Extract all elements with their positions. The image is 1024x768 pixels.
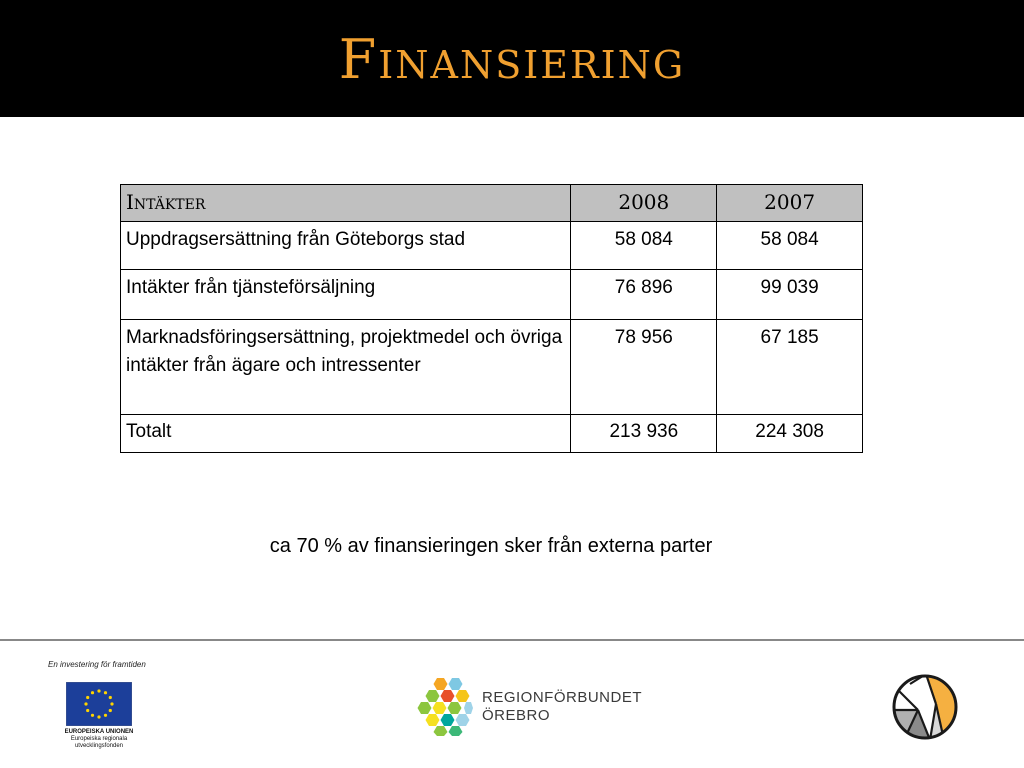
column-header-income: Intäkter bbox=[121, 185, 571, 222]
regionforbundet-logo-icon bbox=[412, 676, 474, 736]
eu-name-line1: EUROPEISKA UNIONEN bbox=[64, 729, 134, 735]
value-2008: 78 956 bbox=[571, 320, 717, 415]
eu-flag-icon bbox=[66, 682, 132, 726]
eu-name-line2: Europeiska regionala bbox=[70, 736, 128, 742]
table-row bbox=[121, 222, 863, 270]
column-header-2008: 2008 bbox=[571, 185, 717, 222]
value-2007: 224 308 bbox=[717, 415, 863, 453]
regionforbundet-line2: ÖREBRO bbox=[482, 707, 551, 724]
financing-note: ca 70 % av finansieringen sker från externa parter bbox=[269, 535, 713, 557]
footer-divider bbox=[0, 639, 1024, 641]
financing-table bbox=[120, 184, 863, 453]
value-2008: 213 936 bbox=[571, 415, 717, 453]
row-label: Totalt bbox=[121, 415, 571, 453]
row-label: Marknadsföringsersättning, projektmedel och övriga intäkter från ägare och intressenter bbox=[121, 320, 571, 415]
regionforbundet-name bbox=[482, 689, 642, 725]
value-2007: 99 039 bbox=[717, 270, 863, 320]
page-title: Finansiering bbox=[338, 28, 686, 91]
table-row-total bbox=[121, 415, 863, 453]
table-header-row bbox=[121, 185, 863, 222]
eu-tagline: En investering för framtiden bbox=[48, 660, 146, 669]
value-2007: 58 084 bbox=[717, 222, 863, 270]
value-2008: 76 896 bbox=[571, 270, 717, 320]
row-label: Intäkter från tjänsteförsäljning bbox=[121, 270, 571, 320]
eu-name bbox=[52, 729, 146, 750]
circle-logo-icon bbox=[890, 674, 960, 740]
value-2008: 58 084 bbox=[571, 222, 717, 270]
value-2007: 67 185 bbox=[717, 320, 863, 415]
table-row bbox=[121, 320, 863, 415]
row-label: Uppdragsersättning från Göteborgs stad bbox=[121, 222, 571, 270]
column-header-2007: 2007 bbox=[717, 185, 863, 222]
table-row bbox=[121, 270, 863, 320]
header-bar bbox=[0, 0, 1024, 117]
regionforbundet-line1: REGIONFÖRBUNDET bbox=[482, 689, 643, 706]
eu-name-line3: utvecklingsfonden bbox=[74, 743, 124, 749]
